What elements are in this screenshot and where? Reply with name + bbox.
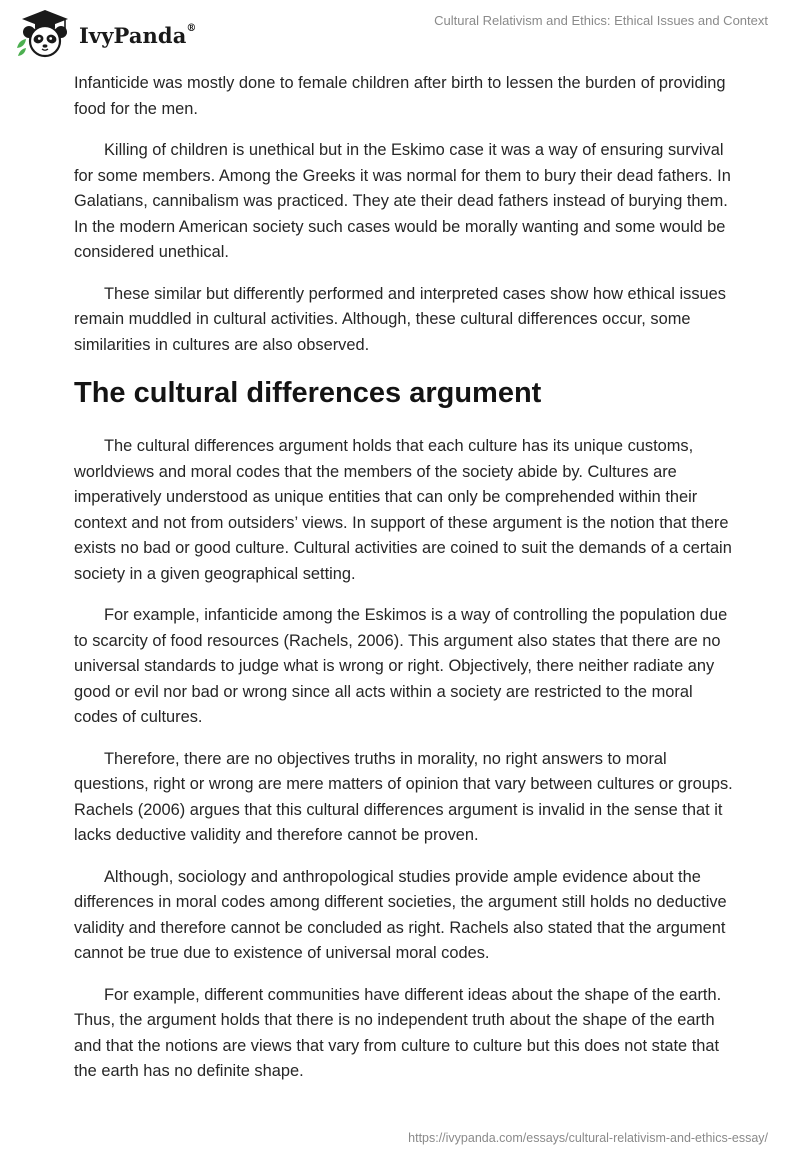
paragraph: Infanticide was mostly done to female children after birth to lessen the burden of providing food for the men.: [74, 74, 726, 118]
paragraph: For example, infanticide among the Eskimos is a way of controlling the population due to scarcity of food resources (Rachels, 2006). This argument also states that there are no universal standards to judge what is wrong or right. Objectively, there neither radiate any good or evil nor bad or wrong since all acts within a society are restricted to the moral codes of cultures.: [74, 606, 728, 726]
paragraph: For example, different communities have different ideas about the shape of the earth. Thus, the argument holds that there is no independent truth about the shape of the earth and that the notions are views that vary from culture to culture but this does not state that the earth has no definite shape.: [74, 985, 722, 1080]
paragraph: The cultural differences argument holds that each culture has its unique customs, worldviews and moral codes that the members of the society abide by. Cultures are imperatively understood as unique entities that can only be comprehended within their context and not from outsiders’ views. In support of these argument is the notion that there exists no bad or good culture. Cultural activities are coined to suit the demands of a certain society in a given geographical setting.: [74, 437, 732, 583]
panda-graduation-cap-icon: [14, 8, 76, 58]
source-url[interactable]: https://ivypanda.com/essays/cultural-relativism-and-ethics-essay/: [408, 1131, 768, 1145]
document-title: Cultural Relativism and Ethics: Ethical Issues and Context: [434, 13, 768, 28]
paragraph: Although, sociology and anthropological studies provide ample evidence about the differences in moral codes among different societies, the argument still holds no deductive validity and therefore cannot be concluded as right. Rachels also stated that the argument cannot be true due to existence of universal moral codes.: [74, 867, 727, 962]
paragraph: These similar but differently performed and interpreted cases show how ethical issues remain muddled in cultural activities. Although, these cultural differences occur, some similarities in cultures are also observed.: [74, 284, 726, 354]
essay-content: [74, 71, 734, 1101]
section-heading: The cultural differences argument: [74, 377, 542, 409]
paragraph: Killing of children is unethical but in the Eskimo case it was a way of ensuring survival for some members. Among the Greeks it was normal for them to bury their dead fathers. In Galatians, cannibalism was practiced. They ate their dead fathers instead of burying them. In the modern American society such cases would be morally wanting and some would be considered unethical.: [74, 141, 731, 261]
paragraph: Therefore, there are no objectives truths in morality, no right answers to moral questions, right or wrong are mere matters of opinion that vary between cultures or groups. Rachels (2006) argues that this cultural differences argument is invalid in the sense that it lacks deductive validity and therefore cannot be proven.: [74, 749, 733, 844]
page-header: [0, 0, 800, 70]
brand-name: IvyPanda®: [79, 22, 197, 48]
brand-logo[interactable]: [14, 8, 197, 58]
